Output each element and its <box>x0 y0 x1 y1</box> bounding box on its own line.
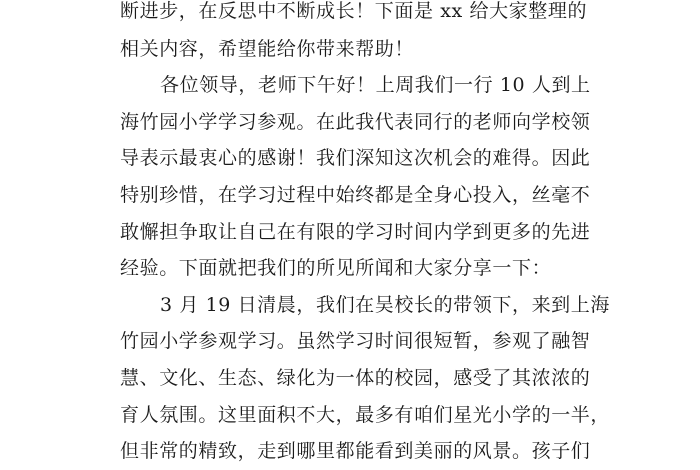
text-line: 断进步，在反思中不断成长！下面是 xx 给大家整理的 <box>120 0 588 22</box>
text-line: 经验。下面就把我们的所见所闻和大家分享一下： <box>120 257 552 279</box>
text-line: 敢懈担争取让自己在有限的学习时间内学到更多的先进 <box>120 221 591 243</box>
text-line: 海竹园小学学习参观。在此我代表同行的老师向学校领 <box>120 111 591 133</box>
text-line: 特别珍惜，在学习过程中始终都是全身心投入，丝毫不 <box>120 184 591 206</box>
text-line: 相关内容，希望能给你带来帮助！ <box>120 38 415 60</box>
text-line: 慧、文化、生态、绿化为一体的校园，感受了其浓浓的 <box>120 367 591 389</box>
text-line: 但非常的精致，走到哪里都能看到美丽的风景。孩子们 <box>120 440 591 462</box>
paragraph-first-line: 3 月 19 日清晨，我们在吴校长的带领下，来到上海 <box>160 294 610 316</box>
text-line: 导表示最衷心的感谢！我们深知这次机会的难得。因此 <box>120 147 591 169</box>
text-line: 育人氛围。这里面积不大，最多有咱们星光小学的一半， <box>120 404 611 426</box>
paragraph-first-line: 各位领导，老师下午好！上周我们一行 10 人到上 <box>160 74 591 96</box>
text-line: 竹园小学参观学习。虽然学习时间很短暂，参观了融智 <box>120 330 591 352</box>
